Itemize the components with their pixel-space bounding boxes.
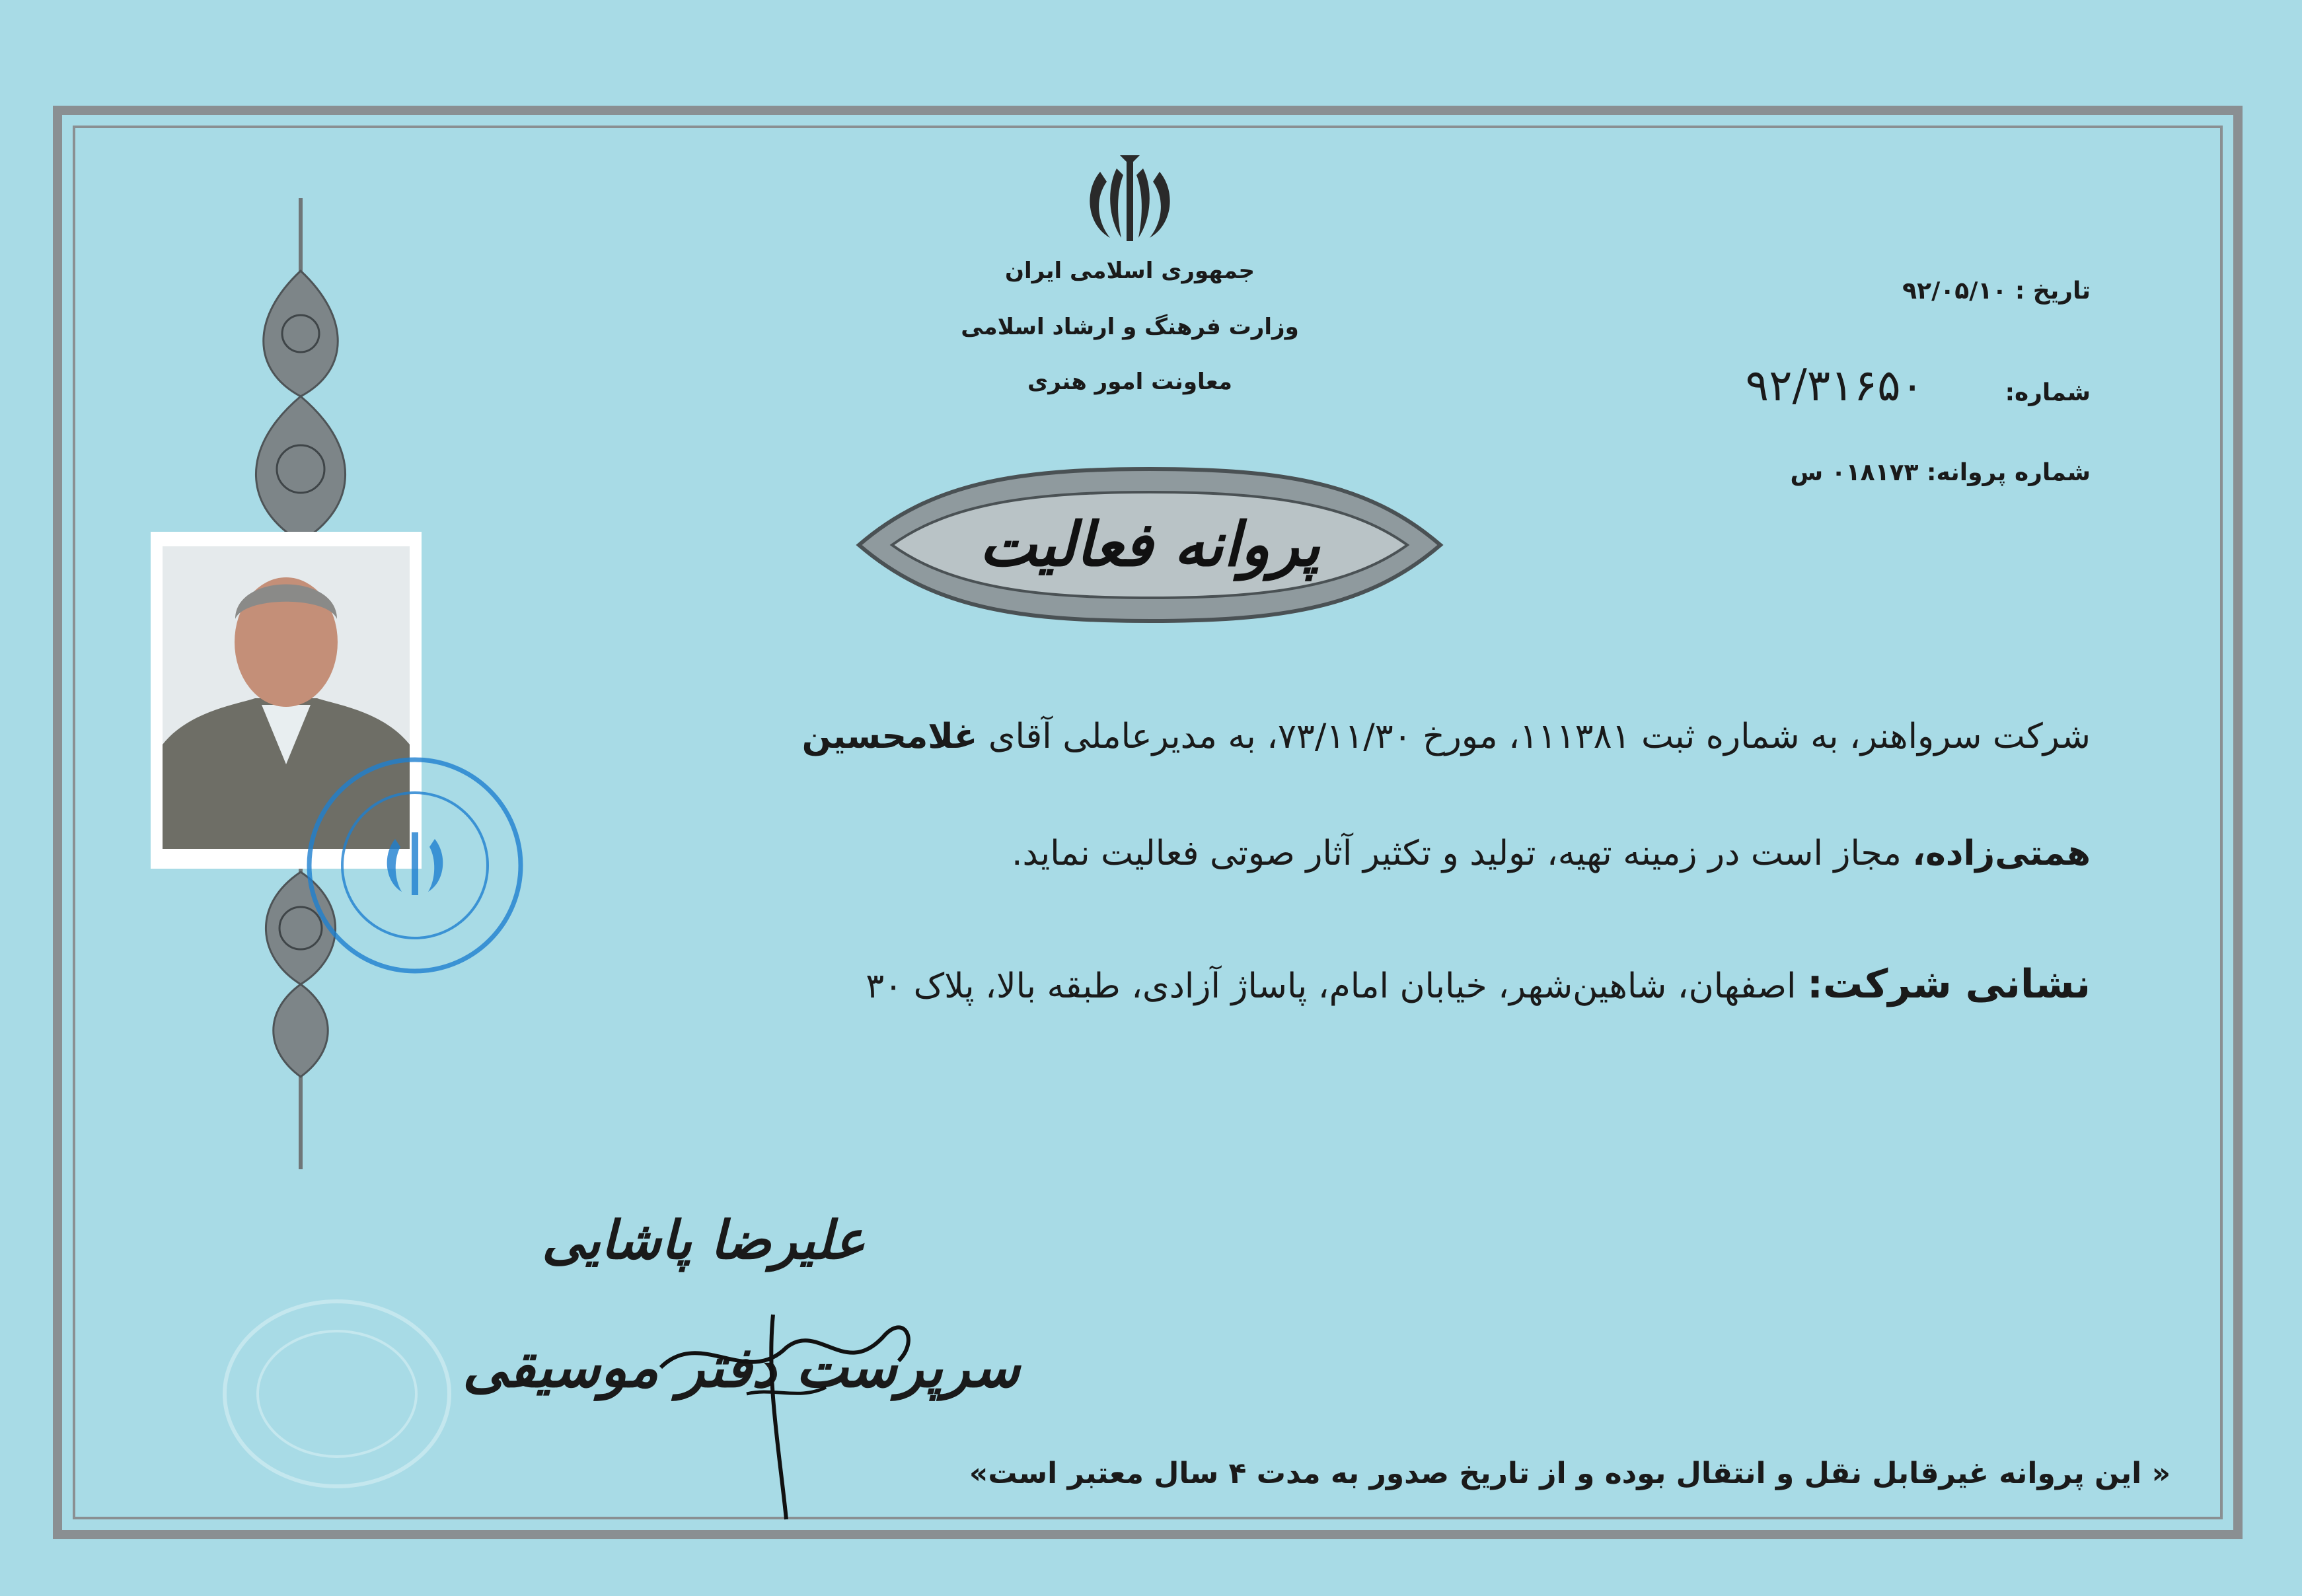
address-label: نشانی شرکت:	[1807, 961, 2091, 1007]
address-value: اصفهان، شاهین‌شهر، خیابان امام، پاساژ آزادی، طبقه بالا، پلاک ۳۰	[866, 966, 1797, 1006]
date-label: تاریخ :	[2015, 277, 2091, 305]
meta-number	[1746, 360, 2091, 411]
body-text-2: مجاز است در زمینه تهیه، تولید و تکثیر آثار صوتی فعالیت نماید.	[1011, 834, 1902, 873]
document-title: پروانه فعالیت	[979, 509, 1320, 580]
official-stamp	[296, 746, 534, 984]
date-value: ۹۲/۰۵/۱۰	[1902, 277, 2007, 305]
meta-date	[1902, 277, 2091, 305]
header-ministry: وزارت فرهنگ و ارشاد اسلامی	[961, 314, 1299, 340]
header-department: معاونت امور هنری	[1027, 369, 1232, 395]
company-address	[866, 961, 2091, 1007]
body-line-2	[1012, 834, 2091, 873]
embossed-seal	[218, 1295, 456, 1493]
signatory-title: سرپرست دفتر موسیقی	[463, 1334, 1020, 1400]
validity-note: « این پروانه غیرقابل نقل و انتقال بوده و از تاریخ صدور به مدت ۴ سال معتبر است»	[969, 1457, 2171, 1490]
iran-emblem-icon	[1080, 145, 1179, 251]
header-country: جمهوری اسلامی ایران	[1004, 258, 1255, 284]
manager-first-name: غلامحسین	[801, 717, 978, 756]
body-text-1: شرکت سرواهنر، به شماره ثبت ۱۱۱۳۸۱، مورخ ۷۳/۱۱/۳۰، به مدیرعاملی آقای	[988, 717, 2091, 756]
handwritten-signature	[648, 1288, 925, 1526]
license-number-label: شماره پروانه:	[1927, 459, 2091, 486]
license-number-value: ۰۱۸۱۷۳ س	[1790, 459, 1919, 486]
number-label: شماره:	[2005, 379, 2091, 406]
body-line-1	[802, 717, 2091, 756]
manager-last-name: همتی‌زاده،	[1912, 834, 2091, 873]
number-value: ۹۲/۳۱۶۵۰	[1745, 360, 1925, 411]
signatory-name: علیرضا پاشایی	[542, 1209, 866, 1271]
meta-license-number	[1790, 459, 2091, 486]
